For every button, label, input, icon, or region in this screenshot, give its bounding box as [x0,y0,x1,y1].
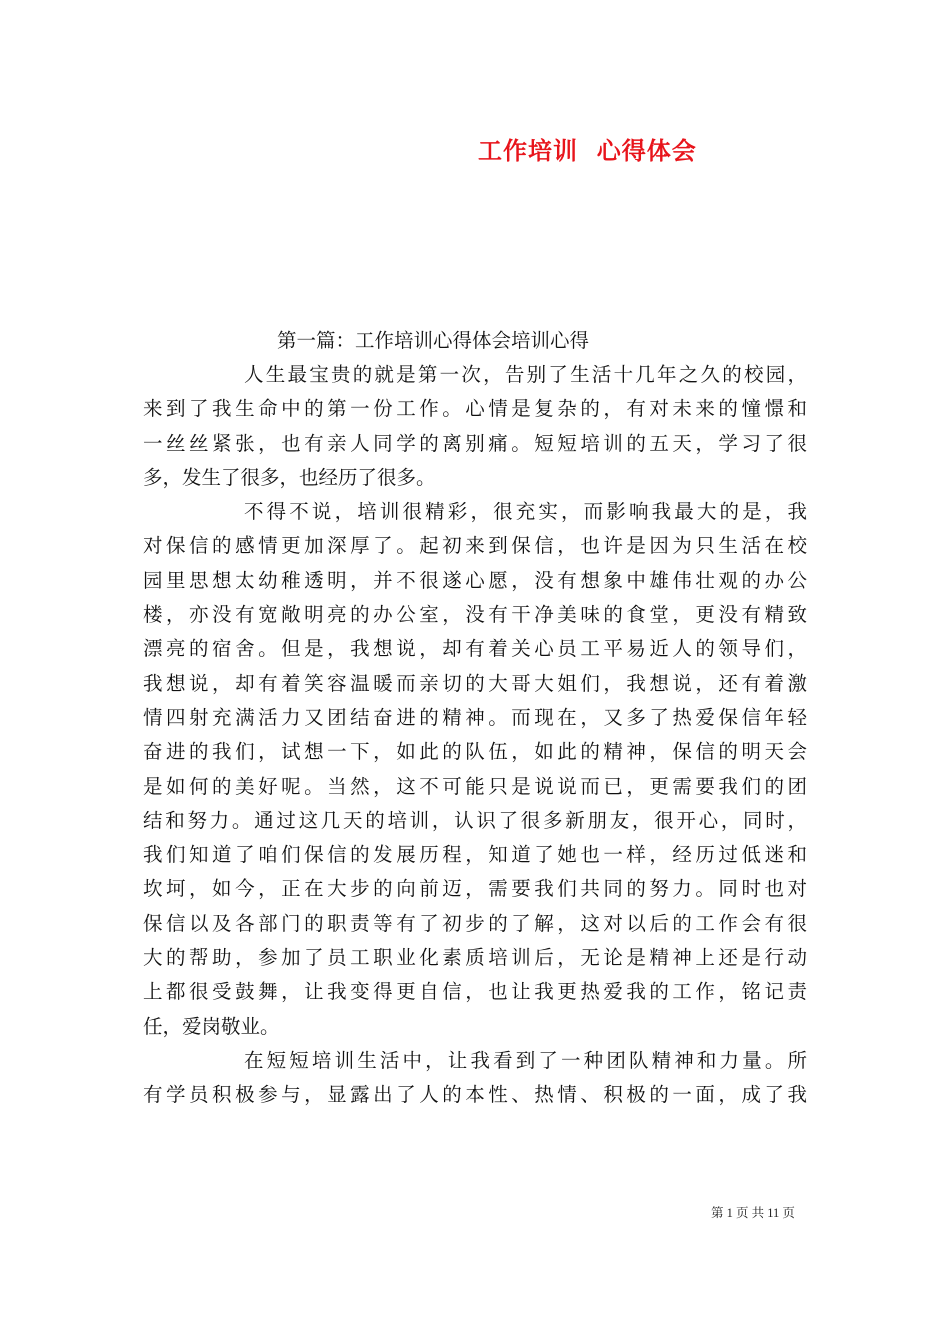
text-line: 多，发生了很多，也经历了很多。 [143,465,436,489]
text-line: 在短短培训生活中，让我看到了一种团队精神和力量。所 [244,1048,807,1072]
text-line: 来到了我生命中的第一份工作。心情是复杂的，有对未来的憧憬和 [143,397,807,421]
text-line: 对保信的感情更加深厚了。起初来到保信，也许是因为只生活在校 [143,534,807,558]
text-line: 漂亮的宿舍。但是，我想说，却有着关心员工平易近人的领导们， [143,637,807,661]
text-line: 情四射充满活力又团结奋进的精神。而现在，又多了热爱保信年轻 [143,705,807,729]
text-line: 园里思想太幼稚透明，并不很遂心愿，没有想象中雄伟壮观的办公 [143,568,807,592]
paragraph [143,495,807,1044]
text-line: 楼，亦没有宽敞明亮的办公室，没有干净美味的食堂，更没有精致 [143,603,807,627]
text-line: 保信以及各部门的职责等有了初步的了解，这对以后的工作会有很 [143,911,807,935]
text-line: 人生最宝贵的就是第一次，告别了生活十几年之久的校园， [244,363,807,386]
section-heading: 第一篇：工作培训心得体会培训心得 [277,329,590,352]
text-line: 是如何的美好呢。当然，这不可能只是说说而已，更需要我们的团 [143,774,807,798]
paragraph [143,358,807,495]
text-line: 坎坷，如今，正在大步的向前迈，需要我们共同的努力。同时也对 [143,877,807,901]
page-indicator: 第 1 页 共 11 页 [711,1206,795,1220]
text-line: 任，爱岗敬业。 [143,1014,280,1038]
text-line: 我想说，却有着笑容温暖而亲切的大哥大姐们，我想说，还有着激 [143,671,807,695]
document-title: 工作培训 心得体会 [478,137,697,165]
text-line: 大的帮助，参加了员工职业化素质培训后，无论是精神上还是行动 [143,946,807,970]
text-line: 奋进的我们，试想一下，如此的队伍，如此的精神，保信的明天会 [143,740,807,764]
paragraph [143,1044,807,1113]
text-line: 不得不说，培训很精彩，很充实，而影响我最大的是，我 [244,500,807,524]
text-line: 一丝丝紧张，也有亲人同学的离别痛。短短培训的五天，学习了很 [143,431,807,455]
text-line: 有学员积极参与，显露出了人的本性、热情、积极的一面，成了我 [143,1083,807,1107]
text-line: 上都很受鼓舞，让我变得更自信，也让我更热爱我的工作，铭记责 [143,980,807,1004]
text-line: 结和努力。通过这几天的培训，认识了很多新朋友，很开心，同时， [143,808,807,832]
text-line: 我们知道了咱们保信的发展历程，知道了她也一样，经历过低迷和 [143,843,807,867]
document-body [143,358,807,1113]
